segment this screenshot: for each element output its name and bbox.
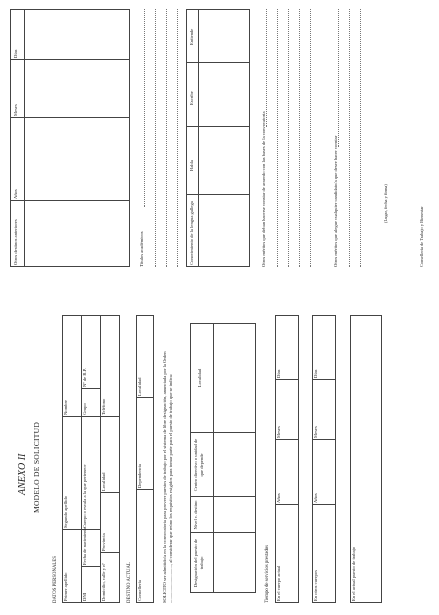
label-meritos-bases: Otros méritos que deban hacerse constar de acuerdo con las bases de la convocatoria [261, 111, 266, 267]
label-destino-localidad: Localidad [137, 377, 142, 396]
label-dias: Días [313, 369, 318, 378]
section-datos-personales: DATOS PERSONALES [53, 556, 58, 603]
fill-line [349, 9, 350, 267]
label-meses: Meses [13, 104, 18, 116]
otros-destinos-table [10, 9, 130, 267]
label-lugar-fecha-firma: (Lugar, fecha y firma) [383, 184, 388, 223]
label-anos: Años [313, 493, 318, 503]
label-titulos-academicos: Títulos académicos [139, 231, 144, 267]
label-dias: Días [276, 369, 281, 378]
fill-line [177, 9, 178, 267]
tiempo-otros-cuerpos-table [312, 315, 336, 603]
rule [186, 126, 250, 127]
label-habla: Habla [189, 160, 194, 171]
fill-line [266, 9, 267, 127]
label-telefono: Teléfono [101, 398, 106, 415]
rule [136, 397, 154, 398]
header-nivel: Nivel c. destino [193, 500, 198, 530]
rule [10, 200, 130, 201]
label-entiende: Entiende [189, 28, 194, 45]
label-domicilio: Domicilio, calle y nº [101, 563, 106, 601]
label-dni: DNI [82, 592, 87, 601]
label-otros-cuerpos: En otros cuerpos [313, 570, 318, 601]
fill-line [288, 9, 289, 267]
label-fecha-nacimiento: Fecha de nacimiento [82, 526, 87, 565]
label-conselleria: Consellería [137, 580, 142, 601]
rule [81, 566, 100, 567]
personal-data-table [62, 315, 120, 603]
label-lengua-gallega: Conocimiento de la lengua gallega [189, 201, 194, 265]
rule [312, 504, 336, 505]
annex-title: ANEXO II [17, 453, 28, 495]
label-primer-apellido: Primer apellido [63, 572, 68, 601]
header-localidad: Localidad [197, 368, 202, 388]
label-meses: Meses [276, 426, 281, 438]
lengua-gallega-table [186, 9, 250, 267]
label-localidad: Localidad [101, 472, 106, 491]
rule [62, 416, 81, 417]
fill-line [338, 9, 339, 147]
fill-line [144, 9, 145, 207]
rule [136, 489, 154, 490]
fill-line [360, 9, 361, 267]
rule [190, 532, 256, 533]
label-cuerpo-escala: Cuerpo o escala a la que pertenece [82, 464, 87, 528]
header-designacion: Designación del puesto de trabajo [193, 538, 205, 588]
header-centro-directivo: Centro directivo o unidad de que depende [193, 438, 205, 492]
label-dependencia: Dependencia [137, 464, 142, 488]
rule [275, 379, 299, 380]
rule [190, 496, 256, 497]
form-title: MODELO DE SOLICITUD [32, 421, 41, 513]
rule [24, 9, 25, 267]
label-grupo: Grupo [82, 403, 87, 415]
rule [186, 194, 250, 195]
rule [100, 552, 120, 553]
fill-line [166, 9, 167, 267]
rule [100, 492, 120, 493]
rule [81, 388, 100, 389]
rule [100, 315, 101, 603]
section-tiempo-servicios: Tiempo de servicios prestados [265, 544, 270, 603]
rule [213, 323, 214, 593]
label-otros-destinos: Otros destinos anteriores [13, 219, 18, 265]
rule [10, 59, 130, 60]
rule [312, 379, 336, 380]
label-puesto-actual: En el actual puesto de trabajo [351, 546, 356, 601]
section-destino-actual: DESTINO ACTUAL [127, 562, 132, 603]
rule [100, 416, 120, 417]
rule [198, 9, 199, 267]
label-anos: Años [13, 189, 18, 199]
label-anos: Años [276, 493, 281, 503]
solicito-paragraph: SOLICITO ser admitido/a en la convocatoria para proveer puestos de trabajo por el sistema de libre designación, anunciada por la Orden ................................., al considerar que reúno los requisitos exigidos para tomar parte para el puesto de trabajo que se indica: [162, 351, 174, 603]
rule [275, 439, 299, 440]
label-nrp: Nº de R.P. [82, 368, 87, 387]
destino-actual-table [136, 315, 154, 603]
label-meses: Meses [313, 426, 318, 438]
label-escribe: Escribe [189, 91, 194, 105]
label-nombre: Nombre [63, 399, 68, 415]
rule [312, 439, 336, 440]
label-provincia: Provincia [101, 533, 106, 551]
fill-line [310, 9, 311, 267]
fill-line [277, 9, 278, 267]
tiempo-cuerpo-actual-table [275, 315, 299, 603]
rule [10, 117, 130, 118]
fill-line [299, 9, 300, 267]
fill-line [155, 9, 156, 267]
rule [186, 62, 250, 63]
label-dias: Días [13, 49, 18, 58]
label-destinatario: Consellería de Trabajo y Bienestar [419, 206, 424, 267]
label-segundo-apellido: Segundo apellido [63, 495, 68, 528]
label-otros-meritos: Otros méritos que alegue cualquier candidato/a que desee hacer constar [333, 135, 338, 267]
rule [190, 432, 256, 433]
rule [275, 504, 299, 505]
rule [62, 529, 81, 530]
rule [81, 416, 100, 417]
label-cuerpo-actual: En el cuerpo actual [276, 565, 281, 601]
